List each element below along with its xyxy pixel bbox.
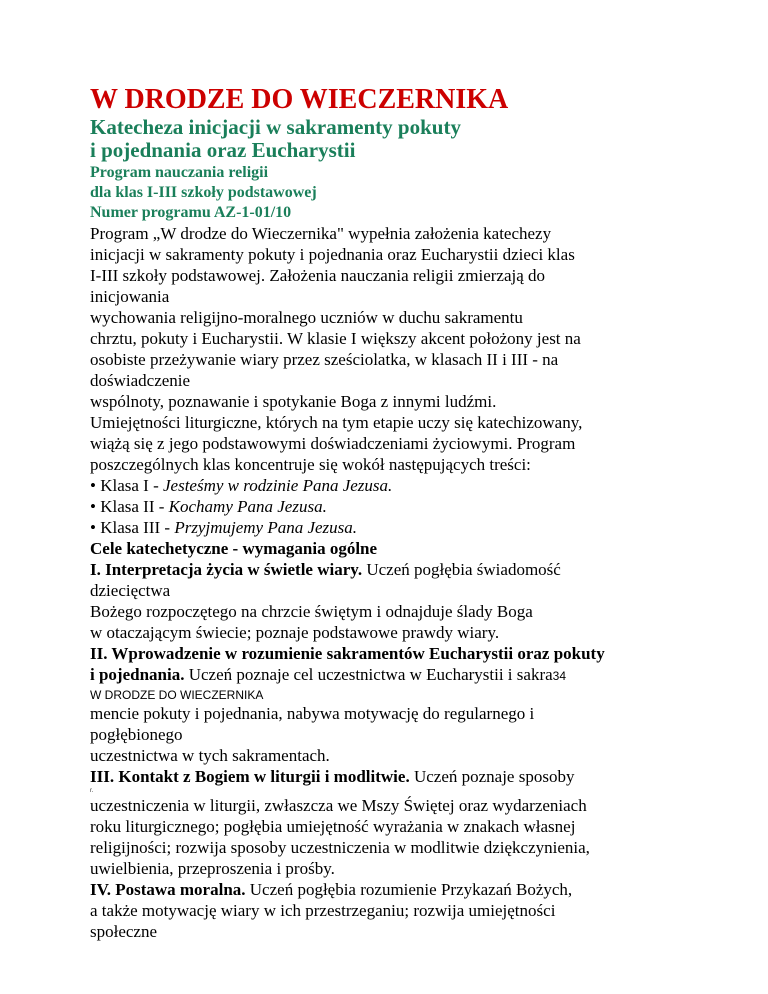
goal-1-text: Uczeń pogłębia świadomość xyxy=(362,560,561,579)
text-line: uczestniczenia w liturgii, zwłaszcza we Mszy Świętej oraz wydarzeniach xyxy=(90,796,587,815)
class-item xyxy=(90,496,750,517)
page-number: 34 xyxy=(552,669,567,683)
goal-3-lead xyxy=(90,766,750,787)
class-label: • Klasa III - xyxy=(90,518,175,537)
goal-2-heading-line-1: II. Wprowadzenie w rozumienie sakramentów Eucharystii oraz pokuty xyxy=(90,644,605,663)
text-line: osobiste przeżywanie wiary przez sześciolatka, w klasach II i III - na xyxy=(90,350,559,369)
document-page xyxy=(90,84,750,942)
goals-heading: Cele katechetyczne - wymagania ogólne xyxy=(90,539,378,558)
class-list xyxy=(90,475,750,538)
goal-2-text: Uczeń poznaje cel uczestnictwa w Eucharystii i sakra xyxy=(184,665,553,684)
goal-3-heading: III. Kontakt z Bogiem w liturgii i modlitwie. xyxy=(90,767,410,786)
text-line: uczestnictwa w tych sakramentach. xyxy=(90,746,330,765)
text-line: Umiejętności liturgiczne, których na tym etapie uczy się katechizowany, xyxy=(90,413,583,432)
text-line: I-III szkoły podstawowej. Założenia nauczania religii zmierzają do xyxy=(90,266,546,285)
goal-2-lead xyxy=(90,664,750,687)
text-line: a także motywację wiary w ich przestrzeganiu; rozwija umiejętności xyxy=(90,901,556,920)
goal-4-text: Uczeń pogłębia rozumienie Przykazań Bożych, xyxy=(245,880,573,899)
running-header: W DRODZE DO WIECZERNIKA xyxy=(90,688,264,702)
class-item xyxy=(90,517,750,538)
text-line: roku liturgicznego; pogłębia umiejętność wyrażania w znakach własnej xyxy=(90,817,576,836)
class-theme: Przyjmujemy Pana Jezusa. xyxy=(174,518,358,537)
text-line: wychowania religijno-moralnego uczniów w duchu sakramentu xyxy=(90,308,523,327)
scan-artifact: r. xyxy=(90,788,94,794)
intro-paragraph xyxy=(90,223,750,475)
text-line: doświadczenie xyxy=(90,371,191,390)
goal-2-heading-line-2: i pojednania. xyxy=(90,665,185,684)
class-item xyxy=(90,475,750,496)
goal-1-heading: I. Interpretacja życia w świetle wiary. xyxy=(90,560,363,579)
text-line: inicjowania xyxy=(90,287,170,306)
text-line: Bożego rozpoczętego na chrzcie świętym i odnajduje ślady Boga xyxy=(90,602,533,621)
text-line: chrztu, pokuty i Eucharystii. W klasie I większy akcent położony jest na xyxy=(90,329,581,348)
goal-1 xyxy=(90,559,750,643)
goal-2 xyxy=(90,643,750,766)
text-line: inicjacji w sakramenty pokuty i pojednania oraz Eucharystii dzieci klas xyxy=(90,245,575,264)
text-line: dziecięctwa xyxy=(90,581,171,600)
text-line: uwielbienia, przeproszenia i prośby. xyxy=(90,859,335,878)
text-line: w otaczającym świecie; poznaje podstawowe prawdy wiary. xyxy=(90,623,500,642)
text-line: wiążą się z jego podstawowymi doświadczeniami życiowymi. Program xyxy=(90,434,576,453)
subtitle-line-2: i pojednania oraz Eucharystii xyxy=(90,138,356,162)
goal-4-heading: IV. Postawa moralna. xyxy=(90,880,246,899)
text-line: mencie pokuty i pojednania, nabywa motywację do regularnego i xyxy=(90,704,535,723)
program-line-1: Program nauczania religii xyxy=(90,164,269,181)
goal-1-lead xyxy=(90,559,750,580)
class-label: • Klasa II - xyxy=(90,497,169,516)
subtitle-line-1: Katecheza inicjacji w sakramenty pokuty xyxy=(90,115,461,139)
class-theme: Jesteśmy w rodzinie Pana Jezusa. xyxy=(162,476,393,495)
text-line: Program „W drodze do Wieczernika" wypełnia założenia katechezy xyxy=(90,224,552,243)
text-line: społeczne xyxy=(90,922,158,941)
class-label: • Klasa I - xyxy=(90,476,163,495)
goal-4 xyxy=(90,879,750,942)
class-theme: Kochamy Pana Jezusa. xyxy=(168,497,327,516)
text-line: pogłębionego xyxy=(90,725,183,744)
program-number: Numer programu AZ-1-01/10 xyxy=(90,204,292,221)
goal-3-text: Uczeń poznaje sposoby xyxy=(409,767,575,786)
goal-3 xyxy=(90,766,750,879)
goal-4-lead xyxy=(90,879,750,900)
text-line: religijności; rozwija sposoby uczestniczenia w modlitwie dziękczynienia, xyxy=(90,838,590,857)
text-line: poszczególnych klas koncentruje się wokół następujących treści: xyxy=(90,455,531,474)
text-line: wspólnoty, poznawanie i spotykanie Boga z innymi ludźmi. xyxy=(90,392,497,411)
document-title: W DRODZE DO WIECZERNIKA xyxy=(90,84,509,115)
program-line-2: dla klas I-III szkoły podstawowej xyxy=(90,184,317,201)
